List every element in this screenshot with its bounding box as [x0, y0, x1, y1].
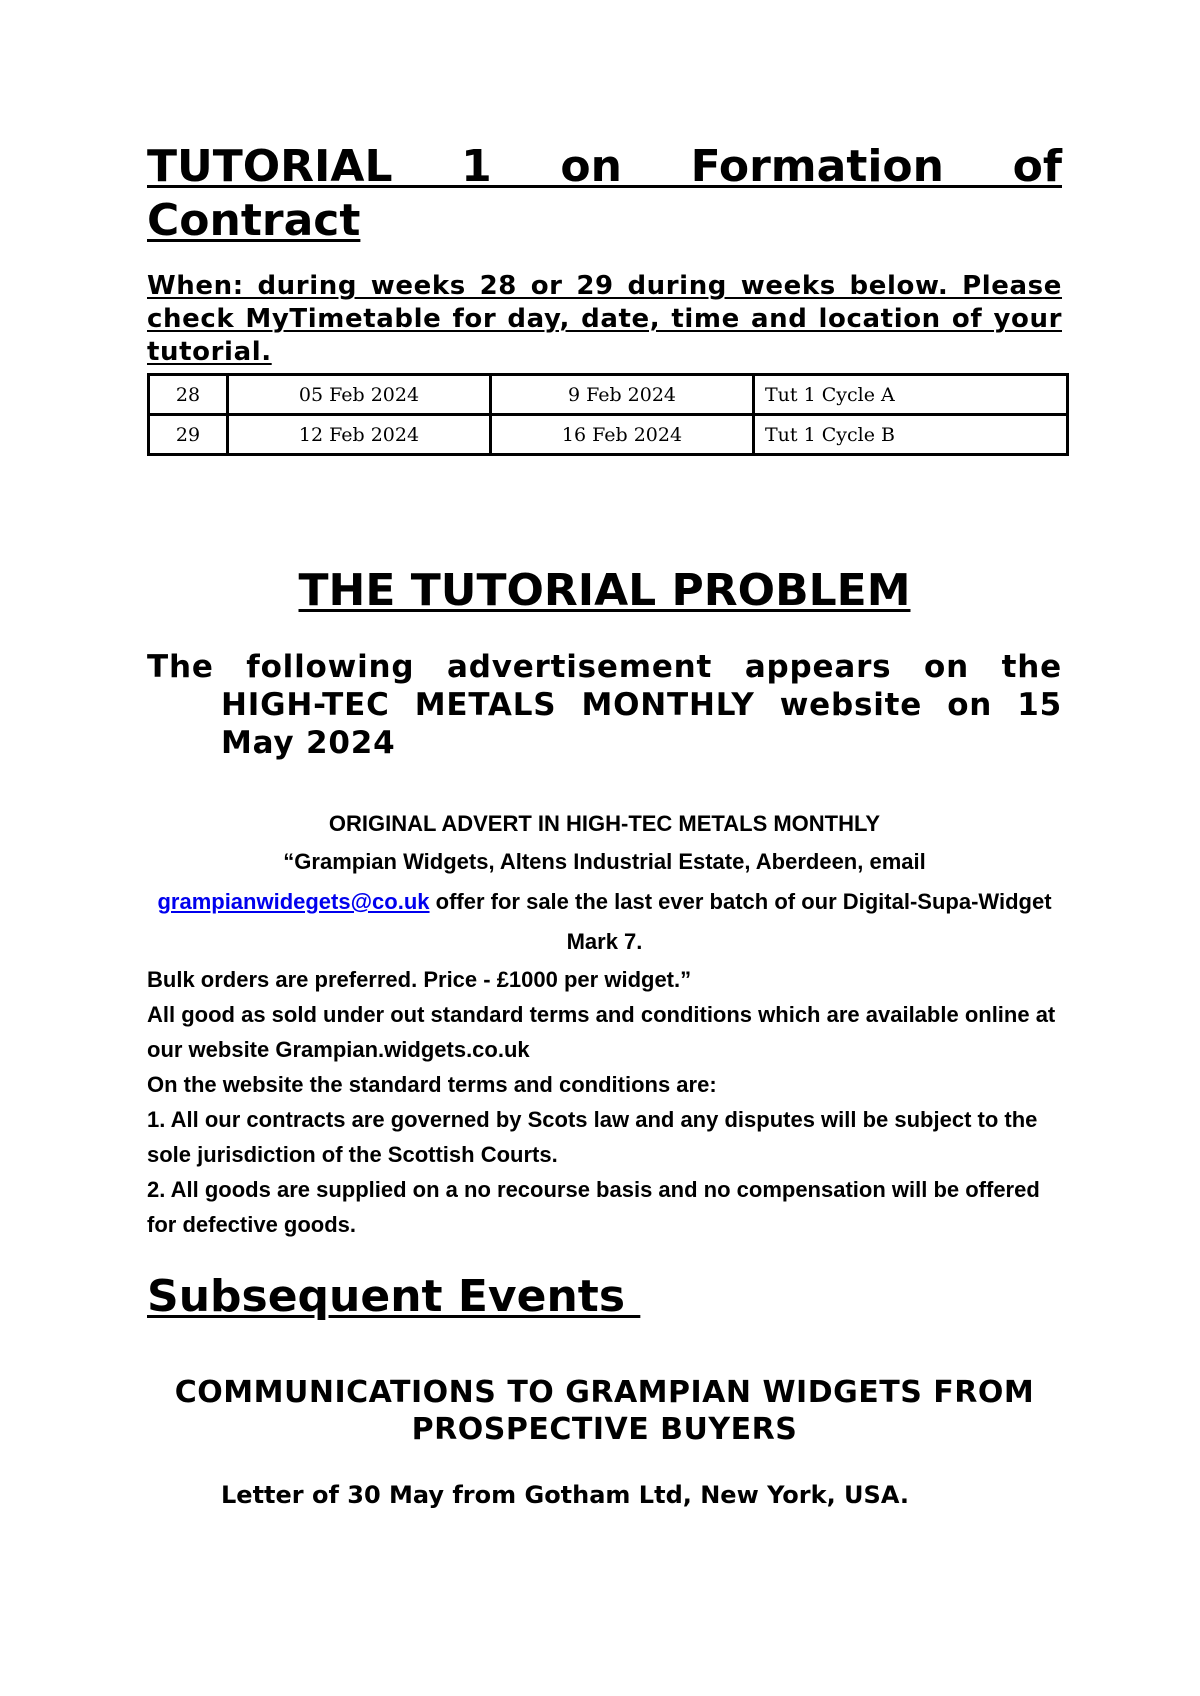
- communications-heading: COMMUNICATIONS TO GRAMPIAN WIDGETS FROM PROSPECTIVE BUYERS: [174, 1375, 1035, 1447]
- problem-heading: THE TUTORIAL PROBLEM: [298, 565, 911, 616]
- table-row: [149, 375, 1068, 415]
- tutorial-when-text: When: during weeks 28 or 29 during weeks below. Please check MyTimetable for day, date, time and location of your tutorial.: [147, 271, 1062, 367]
- subsequent-events-heading: Subsequent Events: [147, 1271, 641, 1322]
- letter-line: Letter of 30 May from Gotham Ltd, New York, USA.: [221, 1481, 909, 1509]
- document-page: [147, 140, 1062, 1510]
- advert-line-5: On the website the standard terms and conditions are:: [147, 1072, 717, 1097]
- term-1: 1. All our contracts are governed by Scots law and any disputes will be subject to the sole jurisdiction of the Scottish Courts.: [147, 1107, 1038, 1167]
- end-date-cell: 9 Feb 2024: [491, 375, 754, 415]
- tutorial-title: TUTORIAL 1 on Formation of Contract: [147, 141, 1062, 246]
- week-cell: 28: [149, 375, 228, 415]
- term-2: 2. All goods are supplied on a no recourse basis and no compensation will be offered for defective goods.: [147, 1177, 1040, 1237]
- tutorial-cycle-cell: Tut 1 Cycle A: [754, 375, 1068, 415]
- tutorial-cycle-cell: Tut 1 Cycle B: [754, 415, 1068, 455]
- advert-line-2: [147, 882, 1062, 962]
- start-date-cell: 05 Feb 2024: [228, 375, 491, 415]
- week-cell: 29: [149, 415, 228, 455]
- advert-title: ORIGINAL ADVERT IN HIGH-TEC METALS MONTHLY: [328, 811, 881, 836]
- start-date-cell: 12 Feb 2024: [228, 415, 491, 455]
- advert-line-4: All good as sold under out standard terms and conditions which are available online at our website Grampian.widgets.co.uk: [147, 1002, 1056, 1062]
- advert-line-2-text: offer for sale the last ever batch of our Digital-Supa-Widget Mark 7.: [429, 889, 1052, 954]
- advert-line-1: “Grampian Widgets, Altens Industrial Estate, Aberdeen, email: [283, 849, 926, 874]
- email-link[interactable]: grampianwidegets@co.uk: [157, 889, 430, 914]
- problem-intro: The following advertisement appears on the HIGH-TEC METALS MONTHLY website on 15 May 2024: [147, 649, 1062, 761]
- table-row: [149, 415, 1068, 455]
- schedule-table: [147, 373, 1069, 456]
- end-date-cell: 16 Feb 2024: [491, 415, 754, 455]
- advert-block: [147, 806, 1062, 1242]
- advert-line-3: Bulk orders are preferred. Price - £1000 per widget.”: [147, 967, 692, 992]
